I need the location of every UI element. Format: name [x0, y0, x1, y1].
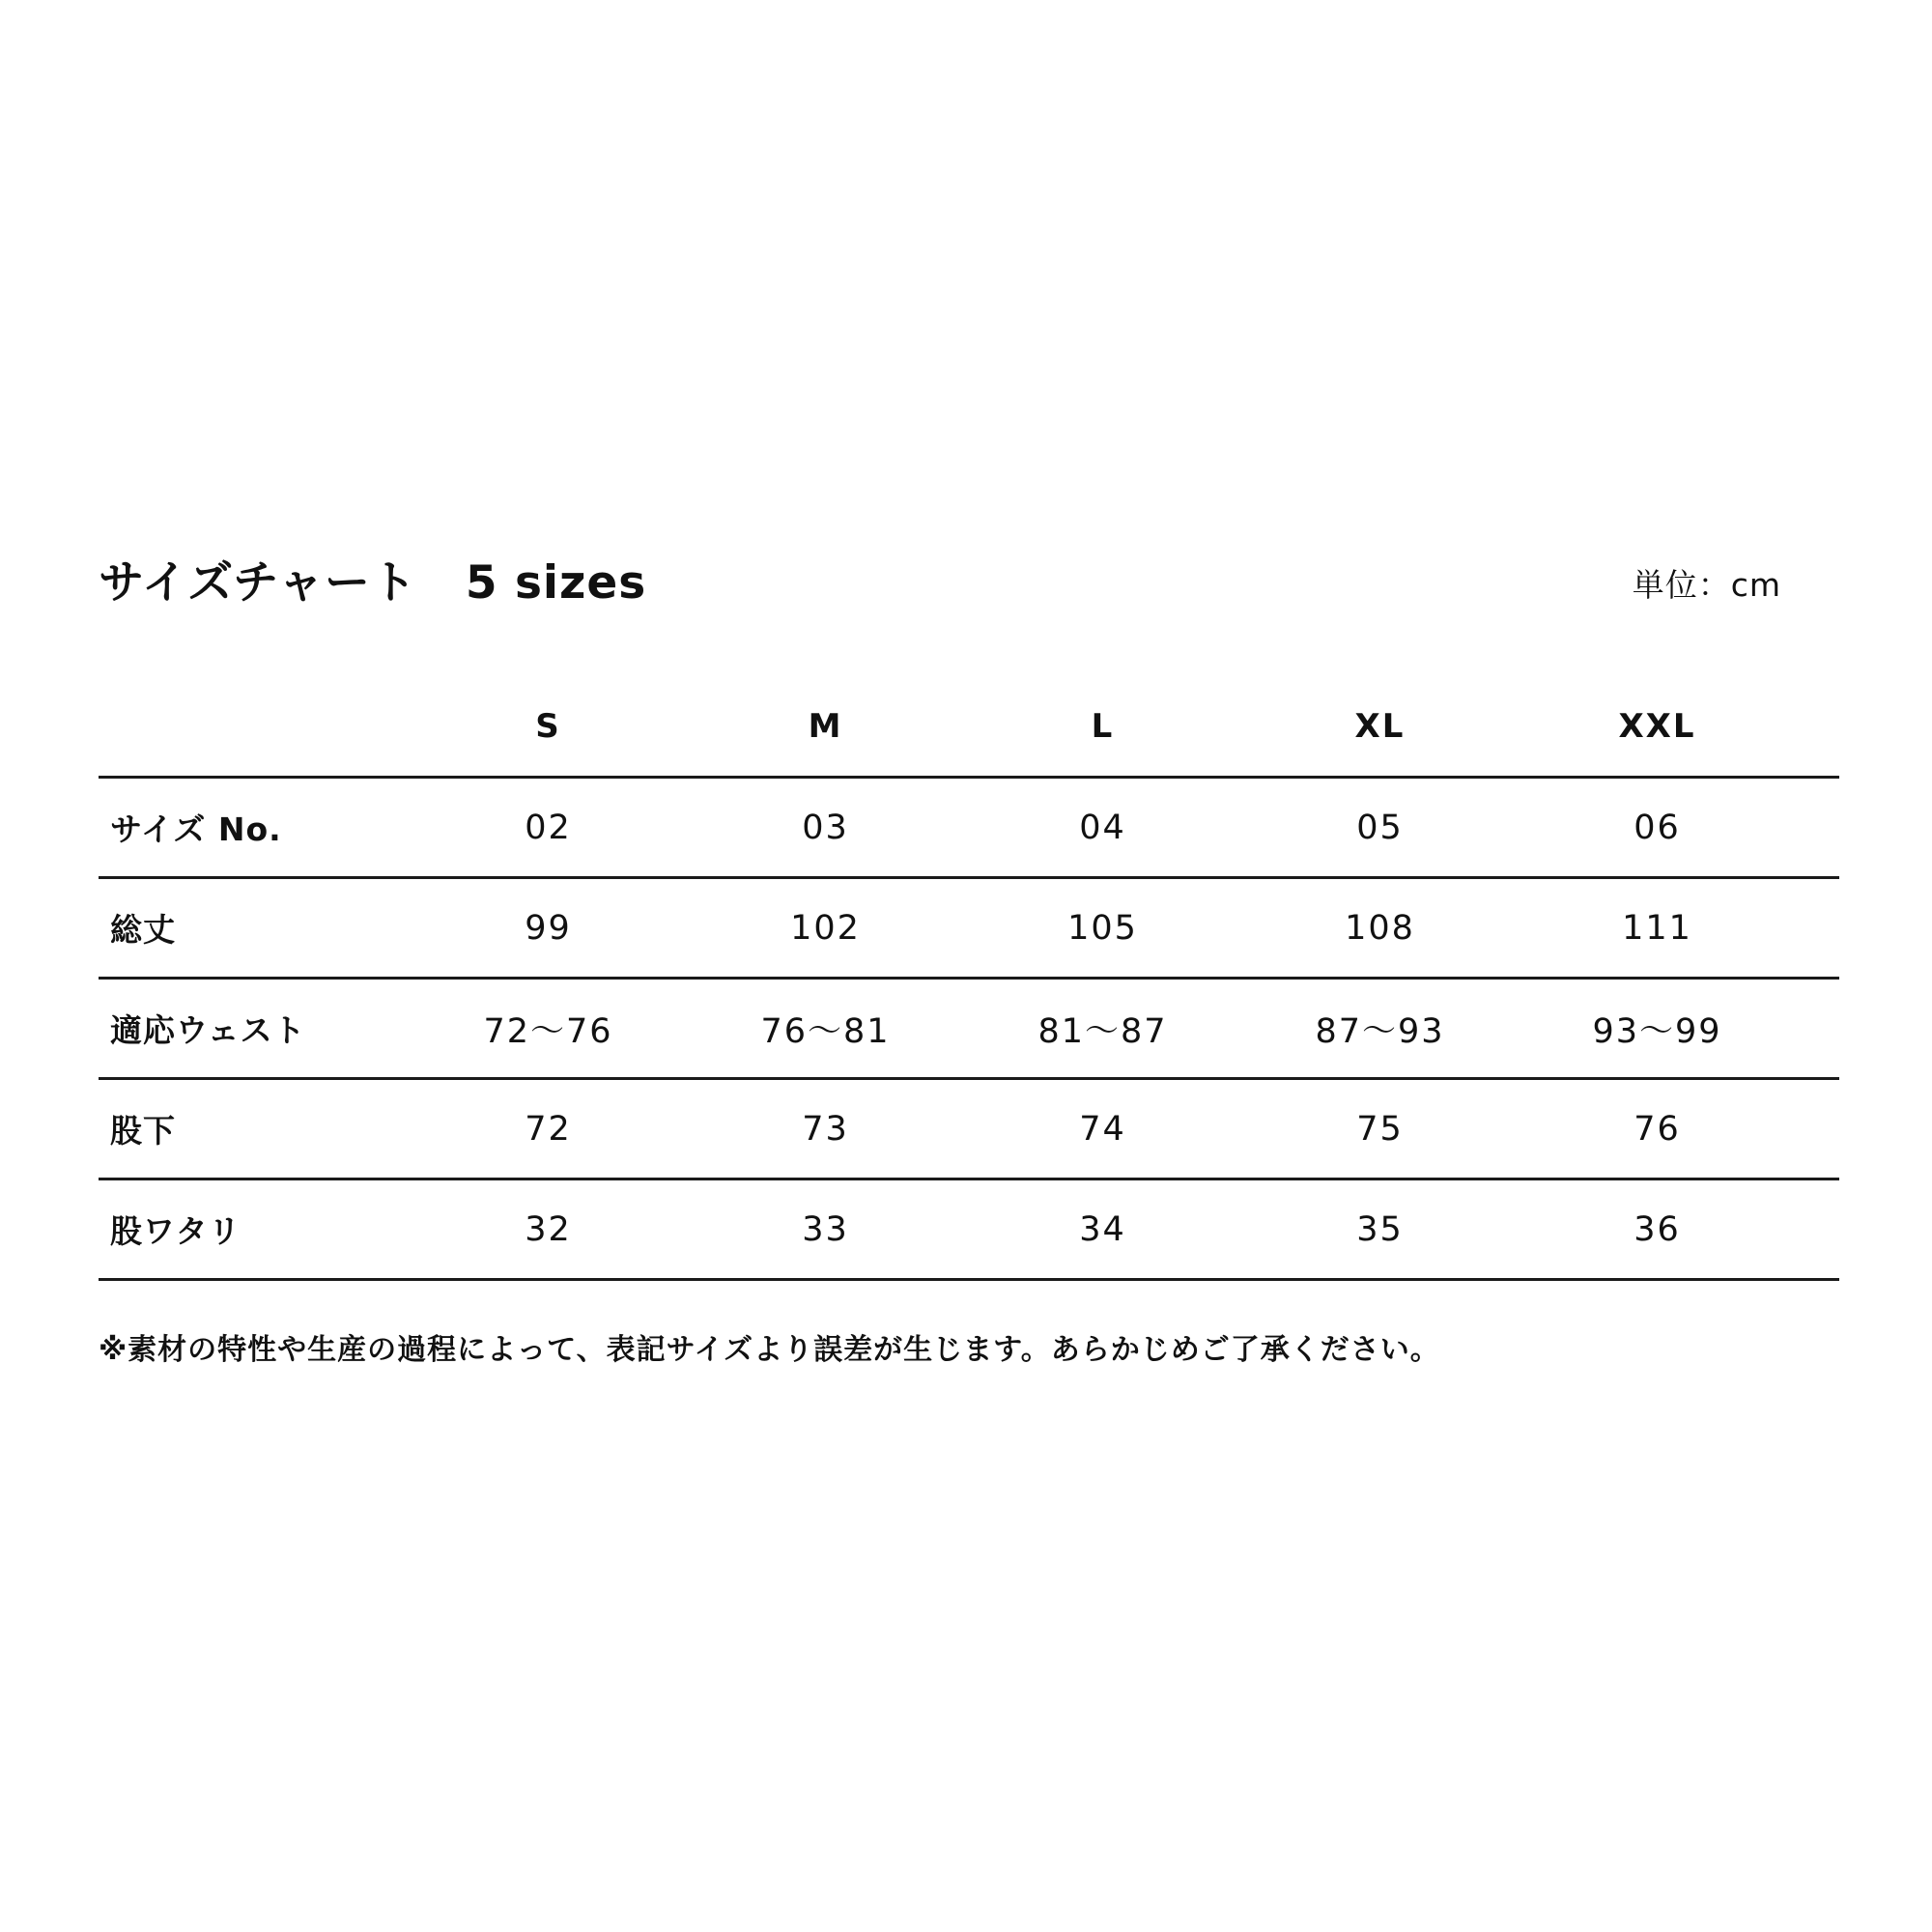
row-label: 股下 — [110, 1112, 176, 1150]
row-label: 総丈 — [110, 911, 176, 949]
table-cell: 93〜99 — [1592, 1011, 1722, 1051]
table-cell: 99 — [525, 908, 572, 948]
table-cell: 76〜81 — [760, 1011, 891, 1051]
table-cell: 74 — [1079, 1109, 1126, 1149]
table-cell: 87〜93 — [1315, 1011, 1445, 1051]
size-header-xl: XL — [1354, 706, 1406, 746]
table-cell: 36 — [1634, 1209, 1681, 1249]
table-cell: 75 — [1356, 1109, 1404, 1149]
table-cell: 105 — [1067, 908, 1138, 948]
page-title — [99, 553, 646, 614]
table-cell: 04 — [1079, 808, 1126, 847]
table-row-inseam — [99, 1080, 1839, 1180]
table-cell: 33 — [802, 1209, 849, 1249]
table-cell: 32 — [525, 1209, 572, 1249]
table-row-total-length — [99, 879, 1839, 980]
table-row-size-number — [99, 779, 1839, 879]
table-cell: 102 — [790, 908, 861, 948]
row-label: 股ワタリ — [110, 1212, 242, 1250]
size-table — [99, 676, 1839, 1281]
table-cell: 72 — [525, 1109, 572, 1149]
table-cell: 03 — [802, 808, 849, 847]
table-cell: 81〜87 — [1037, 1011, 1168, 1051]
unit-label: 単位：cm — [1632, 566, 1781, 604]
size-header-s: S — [535, 706, 561, 746]
size-count: 5 sizes — [465, 556, 647, 610]
table-cell: 02 — [525, 808, 572, 847]
disclaimer-note: ※素材の特性や生産の過程によって、表記サイズより誤差が生じます。あらかじめご了承ください。 — [99, 1333, 1440, 1367]
table-cell: 34 — [1079, 1209, 1126, 1249]
size-header-xxl: XXL — [1618, 706, 1696, 746]
table-cell: 73 — [802, 1109, 849, 1149]
table-row-waist — [99, 980, 1839, 1080]
table-cell: 111 — [1622, 908, 1692, 948]
table-cell: 76 — [1634, 1109, 1681, 1149]
chart-title: サイズチャート — [99, 556, 417, 610]
table-cell: 72〜76 — [483, 1011, 613, 1051]
table-cell: 35 — [1356, 1209, 1404, 1249]
size-header-m: M — [808, 706, 843, 746]
row-label: 適応ウェスト — [110, 1011, 306, 1049]
size-header-l: L — [1091, 706, 1115, 746]
table-cell: 06 — [1634, 808, 1681, 847]
table-cell: 05 — [1356, 808, 1404, 847]
table-cell: 108 — [1345, 908, 1415, 948]
row-label: サイズ No. — [110, 810, 282, 848]
table-row-thigh — [99, 1180, 1839, 1281]
table-header-row — [99, 676, 1839, 779]
